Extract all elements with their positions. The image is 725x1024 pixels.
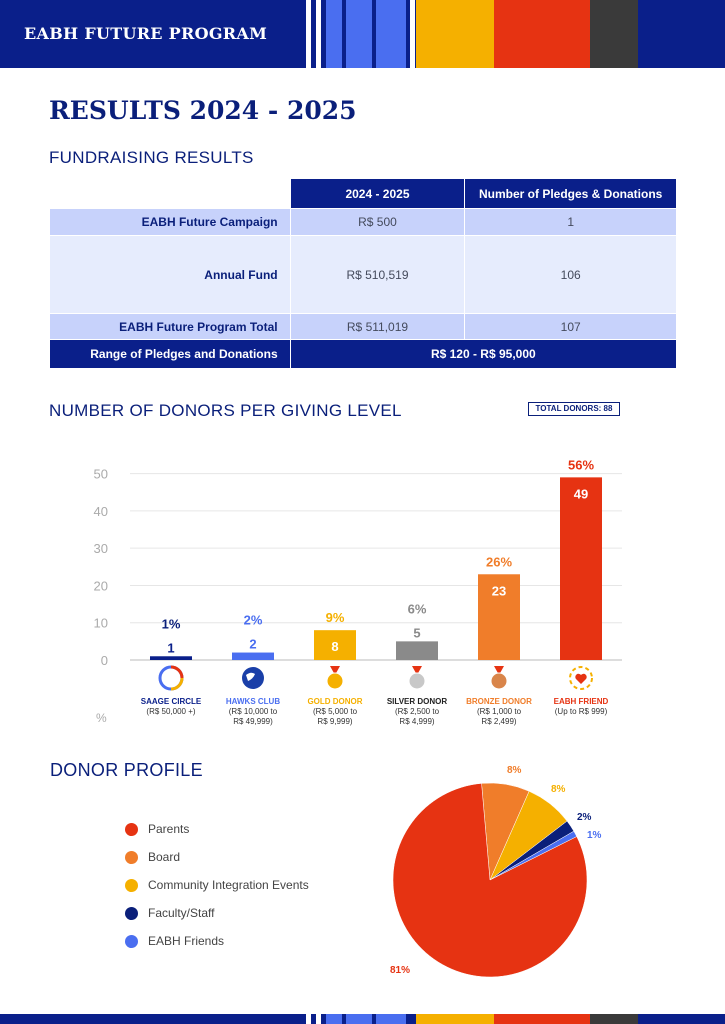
silver-medal-icon [404, 665, 430, 691]
globe-icon [240, 665, 266, 691]
range-value: R$ 120 - R$ 95,000 [290, 340, 676, 369]
amount-cell: R$ 511,019 [290, 314, 465, 340]
column-header: Number of Pledges & Donations [465, 179, 677, 209]
bar-value-label: 8 [331, 639, 339, 655]
legend-dot [125, 879, 138, 892]
legend-dot [125, 935, 138, 948]
footer-stripe [326, 1014, 342, 1024]
legend-dot [125, 823, 138, 836]
bar [150, 656, 192, 660]
range-line: R$ 9,999) [317, 717, 353, 726]
bar-value-label: 5 [413, 625, 421, 641]
level-range [546, 707, 616, 717]
legend-item [125, 871, 309, 899]
donor-profile-pie-chart [380, 760, 620, 990]
table-row [50, 209, 677, 236]
heart-badge-icon [568, 665, 594, 691]
donors-bar-chart [0, 430, 725, 670]
legend-item [125, 815, 309, 843]
level-name: SILVER DONOR [386, 697, 448, 706]
legend-label: Parents [148, 822, 190, 836]
y-tick-label: 40 [93, 503, 108, 519]
level-name: GOLD DONOR [307, 697, 363, 706]
header-stripe [410, 0, 415, 68]
footer-stripe [316, 1014, 321, 1024]
range-label: Range of Pledges and Donations [50, 340, 291, 369]
count-cell: 107 [465, 314, 677, 340]
percent-label: 1% [161, 616, 181, 632]
range-line: (R$ 1,000 to [476, 707, 522, 716]
level-range [382, 707, 452, 727]
bar-value-label: 1 [167, 640, 175, 656]
y-tick-label: 0 [100, 653, 108, 668]
pie-value-label: 81% [390, 965, 411, 976]
range-line: R$ 49,999) [233, 717, 273, 726]
percent-label: 9% [325, 610, 345, 626]
legend-label: EABH Friends [148, 934, 225, 948]
footer-stripe [494, 1014, 590, 1024]
bar-value-label: 23 [491, 583, 507, 599]
bar-value-label: 2 [249, 636, 257, 652]
bar [396, 641, 438, 660]
percent-label: 56% [567, 457, 595, 473]
legend-dot [125, 851, 138, 864]
legend-label: Board [148, 850, 181, 864]
pie-value-label: 8% [551, 784, 566, 795]
footer-stripe [376, 1014, 406, 1024]
header-stripe [494, 0, 590, 68]
range-line: (R$ 2,500 to [394, 707, 440, 716]
level-name: SAAGE CIRCLE [140, 697, 202, 706]
level-range [136, 707, 206, 717]
fundraising-title: FUNDRAISING RESULTS [49, 148, 254, 167]
percent-axis-label: % [96, 711, 107, 725]
bar-value-label: 49 [573, 486, 589, 502]
percent-label: 2% [243, 612, 263, 628]
total-donors-badge: TOTAL DONORS: 88 [528, 402, 620, 416]
range-row [50, 340, 677, 369]
pie-value-label: 8% [507, 765, 522, 776]
pie-value-label: 1% [587, 830, 602, 841]
footer-stripe [590, 1014, 638, 1024]
legend-label: Community Integration Events [148, 878, 309, 892]
globe-body [242, 667, 264, 689]
footer-stripe [346, 1014, 372, 1024]
header-stripe [590, 0, 638, 68]
header-title: EABH FUTURE PROGRAM [24, 24, 268, 43]
footer-stripe [306, 1014, 311, 1024]
table-corner [50, 179, 291, 209]
pie-value-label: 2% [577, 812, 592, 823]
legend-label: Faculty/Staff [148, 906, 215, 920]
medal-disc [327, 673, 343, 689]
medal-disc [491, 673, 507, 689]
level-name: EABH FRIEND [553, 697, 609, 706]
medal-disc [409, 673, 425, 689]
range-line: (R$ 5,000 to [312, 707, 358, 716]
header-stripe [346, 0, 372, 68]
count-cell: 106 [465, 236, 677, 314]
legend-dot [125, 907, 138, 920]
row-label: EABH Future Campaign [50, 209, 291, 236]
y-tick-label: 20 [93, 578, 108, 594]
gold-medal-icon [322, 665, 348, 691]
percent-label: 6% [407, 601, 427, 617]
legend-item [125, 927, 309, 955]
bar [560, 477, 602, 660]
level-range [218, 707, 288, 727]
range-line: R$ 2,499) [481, 717, 517, 726]
fundraising-table [49, 178, 677, 369]
column-header: 2024 - 2025 [290, 179, 465, 209]
level-name: HAWKS CLUB [225, 697, 281, 706]
footer-stripe [416, 1014, 494, 1024]
header-stripe [416, 0, 494, 68]
table-row [50, 236, 677, 314]
percent-label: 26% [485, 554, 513, 570]
range-line: (Up to R$ 999) [554, 707, 608, 716]
profile-title: DONOR PROFILE [50, 760, 203, 780]
pie-legend [125, 815, 309, 955]
range-line: (R$ 50,000 +) [146, 707, 196, 716]
range-line: R$ 4,999) [399, 717, 435, 726]
y-tick-label: 30 [93, 541, 108, 557]
level-range [464, 707, 534, 727]
bronze-medal-icon [486, 665, 512, 691]
saage-circle-logo-icon [158, 665, 184, 691]
amount-cell: R$ 500 [290, 209, 465, 236]
header-stripe [306, 0, 311, 68]
row-label: EABH Future Program Total [50, 314, 291, 340]
level-range [300, 707, 370, 727]
legend-item [125, 899, 309, 927]
amount-cell: R$ 510,519 [290, 236, 465, 314]
page-title: RESULTS 2024 - 2025 [49, 96, 357, 125]
legend-item [125, 843, 309, 871]
level-name: BRONZE DONOR [466, 697, 532, 706]
bar [232, 653, 274, 660]
header-stripe [316, 0, 321, 68]
y-tick-label: 50 [93, 466, 108, 482]
table-row [50, 314, 677, 340]
header-stripe [326, 0, 342, 68]
donors-title: NUMBER OF DONORS PER GIVING LEVEL [49, 401, 402, 420]
header-stripe [376, 0, 406, 68]
y-tick-label: 10 [93, 615, 108, 631]
range-line: (R$ 10,000 to [228, 707, 278, 716]
count-cell: 1 [465, 209, 677, 236]
row-label: Annual Fund [50, 236, 291, 314]
